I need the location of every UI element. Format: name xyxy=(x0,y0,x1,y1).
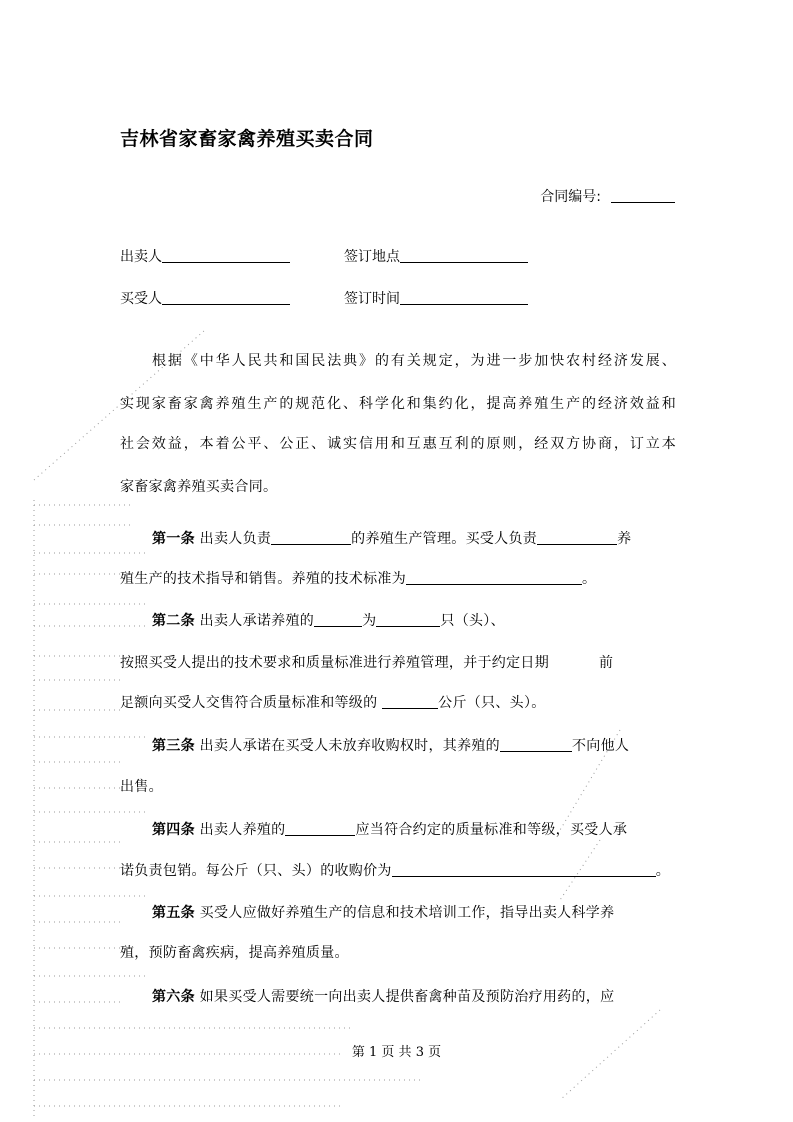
article-4-line-2 xyxy=(120,860,676,880)
article-4-line-1 xyxy=(152,819,676,839)
blank-line xyxy=(285,821,355,836)
article-4-text: 出卖人养殖的 xyxy=(199,822,286,838)
article-5-text: 买受人应做好养殖生产的信息和技术培训工作，指导出卖人科学养 xyxy=(199,905,615,921)
page-footer: 第 1 页 共 3 页 xyxy=(351,1045,442,1060)
article-6-number: 第六条 xyxy=(152,989,195,1005)
blank-line xyxy=(406,570,582,585)
article-2-text: 按照买受人提出的技术要求和质量标准进行养殖管理，并于约定日期 xyxy=(120,655,549,671)
blank-line xyxy=(537,530,617,545)
article-3-number: 第三条 xyxy=(152,738,195,754)
blank-line xyxy=(500,737,572,752)
article-6-text: 如果买受人需要统一向出卖人提供畜禽种苗及预防治疗用药的，应 xyxy=(199,989,615,1005)
article-4-text: 应当符合约定的质量标准和等级，买受人承 xyxy=(355,822,628,838)
sign-time-field xyxy=(344,288,528,308)
article-5-line-1 xyxy=(152,902,676,922)
article-1-text: 的养殖生产管理。买受人负责 xyxy=(351,531,538,547)
article-3-line-1 xyxy=(152,735,676,755)
intro-line-2: 实现家畜家禽养殖生产的规范化、科学化和集约化，提高养殖生产的经济效益和 xyxy=(120,396,676,412)
article-2-text: 出卖人承诺养殖的 xyxy=(199,613,315,629)
seller-blank xyxy=(162,248,290,263)
contract-number xyxy=(540,186,675,206)
article-1-line-2 xyxy=(120,568,676,588)
contract-number-blank xyxy=(611,188,675,203)
sign-time-blank xyxy=(400,290,528,305)
article-4-number: 第四条 xyxy=(152,822,195,838)
sign-place-field xyxy=(344,246,528,266)
intro-line-1: 根据《中华人民共和国民法典》的有关规定，为进一步加快农村经济发展、 xyxy=(152,353,676,369)
article-5-line-2: 殖，预防畜禽疾病，提高养殖质量。 xyxy=(120,945,349,961)
sign-place-label: 签订地点 xyxy=(344,249,400,265)
blank-line xyxy=(392,862,656,877)
buyer-blank xyxy=(162,290,290,305)
blank-line xyxy=(376,612,440,627)
article-4-text: 。 xyxy=(655,863,671,879)
blank-line xyxy=(382,694,438,709)
article-3-text: 不向他人 xyxy=(571,738,630,754)
buyer-field xyxy=(120,288,290,308)
sign-time-label: 签订时间 xyxy=(344,291,400,307)
article-4-text: 诺负责包销。每公斤（只、头）的收购价为 xyxy=(120,863,392,879)
article-2-line-1 xyxy=(152,610,676,630)
sign-place-blank xyxy=(400,248,528,263)
article-5-number: 第五条 xyxy=(152,905,195,921)
article-3-line-2: 出售。 xyxy=(120,779,163,795)
contract-number-label: 合同编号: xyxy=(540,189,601,205)
article-2-text: 公斤（只、头）。 xyxy=(438,695,546,711)
article-2-text: 足额向买受人交售符合质量标准和等级的 xyxy=(120,695,378,711)
article-2-text: 为 xyxy=(362,613,377,629)
intro-line-3: 社会效益，本着公平、公正、诚实信用和互惠互利的原则，经双方协商，订立本 xyxy=(120,436,676,452)
article-1-text: 出卖人负责 xyxy=(199,531,272,547)
article-6-line-1 xyxy=(152,986,676,1006)
document-title: 吉林省家畜家禽养殖买卖合同 xyxy=(120,128,374,150)
intro-line-4: 家畜家禽养殖买卖合同。 xyxy=(120,479,278,495)
seller-field xyxy=(120,246,290,266)
article-1-text: 。 xyxy=(582,571,597,587)
article-2-text: 只（头）、 xyxy=(440,613,505,629)
blank-line xyxy=(271,530,351,545)
article-2-line-3 xyxy=(120,692,676,712)
article-2-text: 前 xyxy=(599,655,614,671)
article-1-number: 第一条 xyxy=(152,531,195,547)
article-2-line-2 xyxy=(120,652,676,672)
blank-line xyxy=(314,612,362,627)
article-1-text: 养 xyxy=(617,531,632,547)
seller-label: 出卖人 xyxy=(120,249,162,265)
buyer-label: 买受人 xyxy=(120,291,162,307)
article-1-line-1 xyxy=(152,528,676,548)
article-1-text: 殖生产的技术指导和销售。养殖的技术标准为 xyxy=(120,571,406,587)
article-2-number: 第二条 xyxy=(152,613,195,629)
article-3-text: 出卖人承诺在买受人未放弃收购权时，其养殖的 xyxy=(199,738,500,754)
